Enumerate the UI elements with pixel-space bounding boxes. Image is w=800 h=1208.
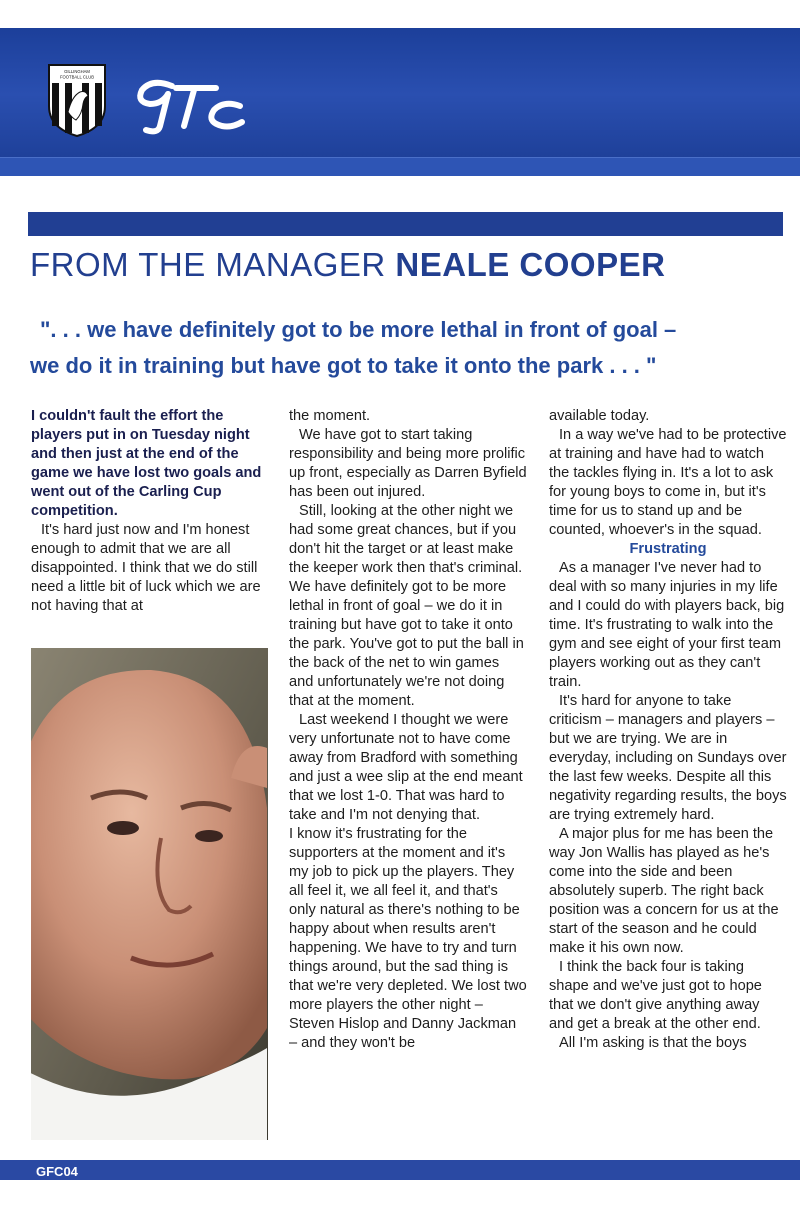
article-paragraph: It's hard just now and I'm honest enough to admit that we are all disappointed. I think that we do still need a little bit of luck which we are not having that at: [31, 522, 261, 614]
article-paragraph: All I'm asking is that the boys: [559, 1035, 747, 1051]
title-light: FROM THE MANAGER: [30, 246, 386, 283]
footer-bar: [0, 1160, 800, 1180]
title-manager-name: NEALE COOPER: [395, 246, 666, 283]
article-column-3: [549, 407, 787, 1053]
article-paragraph: In a way we've had to be protective at training and have had to watch the tackles flying in. It's a lot to ask for young boys to come in, but it's time for us to stand up and be counted, whoever's in the squad.: [549, 427, 787, 538]
article-paragraph: Still, looking at the other night we had some great chances, but if you don't hit the target or at least make the keeper work then that's criminal. We have definitely got to be more lethal in front of goal – we do it in training but have got to take it onto the park. You've got to put the ball in the back of the net to win games and unfortunately we're not doing that at the moment.: [289, 503, 524, 709]
pull-quote-line-2: we do it in training but have got to take it onto the park . . . ": [30, 353, 657, 378]
article-paragraph: It's hard for anyone to take criticism – managers and players – but we are trying. We are in everyday, including on Sundays over the last few weeks. Despite all this negativity regarding results, the boys are trying extremely hard.: [549, 693, 787, 823]
pull-quote-line-1: ". . . we have definitely got to be more lethal in front of goal –: [40, 317, 677, 342]
svg-text:FOOTBALL CLUB: FOOTBALL CLUB: [59, 74, 95, 80]
club-crest-icon: [46, 62, 108, 138]
article-paragraph: Last weekend I thought we were very unfortunate not to have come away from Bradford with something and just a wee slip at the end meant that we lost 1-0. That was hard to take and I'm not denying that.: [289, 712, 523, 823]
manager-portrait-icon: [31, 648, 268, 1140]
article-column-2: [289, 407, 527, 1053]
gfc-monogram-icon: [132, 68, 252, 138]
article-paragraph: We have got to start taking responsibility and being more prolific up front, especially as Darren Byfield has been out injured.: [289, 427, 527, 500]
page-title: [30, 246, 665, 284]
page-number: GFC04: [36, 1164, 78, 1179]
section-rule: [28, 212, 783, 236]
banner-stripe: [0, 157, 800, 176]
article-paragraph: I know it's frustrating for the supporters at the moment and it's my job to pick up the players. They all feel it, we all feel it, and that's only natural as there's nothing to be happy about when results aren't happening. We have to try and turn things around, but the sad thing is that we're very depleted. We lost two more players the other night – Steven Hislop and Danny Jackman – and they won't be: [289, 826, 527, 1051]
pull-quote: [30, 312, 780, 384]
manager-photo: [31, 648, 268, 1140]
article-paragraph: As a manager I've never had to deal with so many injuries in my life and I could do with players back, big time. It's frustrating to walk into the gym and see eight of your first team players working out as they can't train.: [549, 560, 785, 690]
article-column-1: [31, 407, 263, 616]
article-lead: I couldn't fault the effort the players put in on Tuesday night and then just at the end of the game we have lost two goals and went out of the Carling Cup competition.: [31, 408, 262, 519]
article-paragraph: available today.: [549, 408, 650, 424]
article-paragraph: I think the back four is taking shape and we've just got to hope that we don't give anything away and get a break at the other end.: [549, 959, 762, 1032]
article-paragraph: A major plus for me has been the way Jon Wallis has played as he's come into the side and been absolutely superb. The right back position was a concern for us at the start of the season and he could make it his own now.: [549, 826, 779, 956]
subheading: Frustrating: [629, 541, 707, 557]
svg-text:GILLINGHAM: GILLINGHAM: [64, 69, 90, 74]
header-banner: [0, 28, 800, 176]
article-paragraph: the moment.: [289, 408, 371, 424]
